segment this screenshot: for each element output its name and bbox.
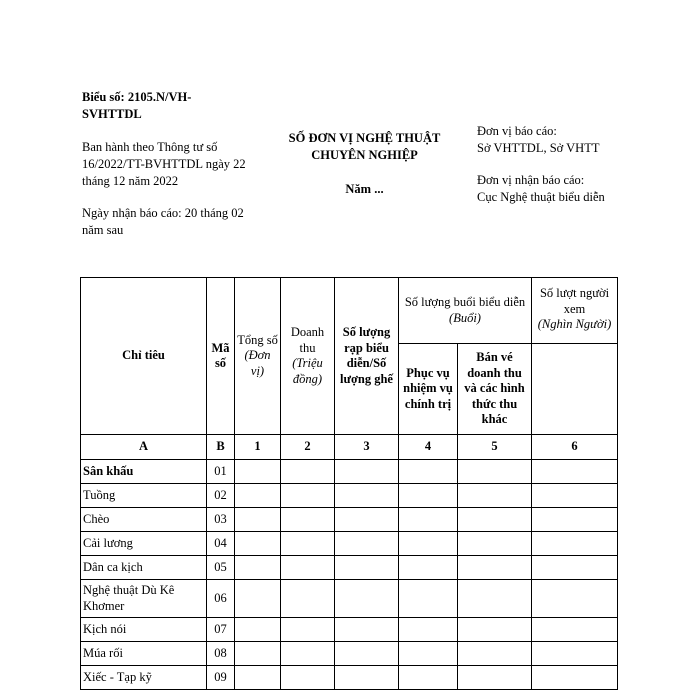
data-cell[interactable] [235, 666, 281, 690]
data-cell[interactable] [281, 642, 335, 666]
row-code: 05 [207, 556, 235, 580]
row-code: 02 [207, 484, 235, 508]
data-cell[interactable] [458, 642, 532, 666]
col-viewers-header [532, 278, 618, 344]
row-code: 04 [207, 532, 235, 556]
table-row [81, 666, 618, 690]
data-cell[interactable] [532, 460, 618, 484]
column-letters-row [81, 435, 618, 460]
col-total-label: Tổng số [237, 332, 278, 347]
data-cell[interactable] [532, 666, 618, 690]
row-label: Chèo [81, 508, 207, 532]
header-row-1 [81, 278, 618, 344]
data-cell[interactable] [458, 484, 532, 508]
reporting-unit-label: Đơn vị báo cáo: [477, 124, 557, 138]
data-cell[interactable] [281, 460, 335, 484]
data-cell[interactable] [399, 666, 458, 690]
data-cell[interactable] [458, 580, 532, 618]
col-viewers-unit: (Nghìn Người) [537, 317, 612, 331]
receive-date: Ngày nhận báo cáo: 20 tháng 02 năm sau [82, 206, 244, 237]
receiving-unit-label: Đơn vị nhận báo cáo: [477, 173, 585, 187]
data-cell[interactable] [458, 666, 532, 690]
data-cell[interactable] [335, 460, 399, 484]
data-cell[interactable] [235, 532, 281, 556]
data-cell[interactable] [281, 618, 335, 642]
row-code: 01 [207, 460, 235, 484]
data-cell[interactable] [458, 460, 532, 484]
data-cell[interactable] [335, 508, 399, 532]
issuing-circular: Ban hành theo Thông tư số 16/2022/TT-BVHTTDL ngày 22 tháng 12 năm 2022 [82, 140, 246, 188]
report-year: Năm ... [345, 182, 384, 196]
report-title-line2: CHUYÊN NGHIỆP [311, 148, 418, 162]
row-label: Dân ca kịch [81, 556, 207, 580]
letter-cell: 5 [458, 435, 532, 460]
data-cell[interactable] [399, 532, 458, 556]
report-title [272, 130, 457, 164]
report-table [80, 277, 618, 690]
reporting-unit-block [477, 123, 637, 157]
col-total-header [235, 278, 281, 435]
col-viewers-label: Số lượt người xem [539, 286, 610, 316]
col-performances-header [399, 278, 532, 344]
data-cell[interactable] [399, 556, 458, 580]
data-cell[interactable] [335, 580, 399, 618]
table-row [81, 508, 618, 532]
reporting-unit: Sở VHTTDL, Sở VHTT [477, 141, 600, 155]
col-viewers-subheader [532, 344, 618, 435]
col-theaters-header: Số lượng rạp biểu diễn/Số lượng ghế [335, 278, 399, 435]
col-revenue-header [281, 278, 335, 435]
row-code: 03 [207, 508, 235, 532]
data-cell[interactable] [235, 556, 281, 580]
receiving-unit-block [477, 172, 637, 206]
col-indicator-header: Chỉ tiêu [81, 278, 207, 435]
data-cell[interactable] [532, 580, 618, 618]
data-cell[interactable] [335, 642, 399, 666]
data-cell[interactable] [335, 532, 399, 556]
report-title-line1: SỐ ĐƠN VỊ NGHỆ THUẬT [288, 131, 441, 145]
data-cell[interactable] [532, 508, 618, 532]
row-label: Cải lương [81, 532, 207, 556]
data-cell[interactable] [235, 484, 281, 508]
form-code: Biểu số: 2105.N/VH-SVHTTDL [82, 90, 192, 121]
col-revenue-unit: (Triệu đồng) [292, 356, 323, 386]
row-label: Múa rối [81, 642, 207, 666]
data-cell[interactable] [399, 618, 458, 642]
table-row [81, 618, 618, 642]
table-row [81, 556, 618, 580]
col-ticket-sales-header: Bán vé doanh thu và các hình thức thu khác [458, 344, 532, 435]
table-row [81, 484, 618, 508]
data-cell[interactable] [532, 532, 618, 556]
col-code-header: Mã số [207, 278, 235, 435]
row-code: 09 [207, 666, 235, 690]
data-cell[interactable] [235, 580, 281, 618]
data-cell[interactable] [281, 532, 335, 556]
data-cell[interactable] [458, 556, 532, 580]
data-cell[interactable] [281, 580, 335, 618]
data-cell[interactable] [235, 618, 281, 642]
table-row [81, 532, 618, 556]
data-cell[interactable] [532, 642, 618, 666]
row-code: 08 [207, 642, 235, 666]
table-row [81, 642, 618, 666]
data-cell[interactable] [399, 580, 458, 618]
col-performances-label: Số lượng buổi biểu diễn [404, 295, 526, 309]
data-cell[interactable] [281, 508, 335, 532]
data-cell[interactable] [532, 556, 618, 580]
data-cell[interactable] [335, 618, 399, 642]
data-cell[interactable] [335, 556, 399, 580]
col-total-unit: (Đơn vị) [244, 348, 271, 378]
data-cell[interactable] [335, 484, 399, 508]
col-performances-unit: (Buổi) [449, 310, 481, 325]
row-code: 06 [207, 580, 235, 618]
data-cell[interactable] [458, 532, 532, 556]
row-label: Sân khấu [81, 460, 207, 484]
data-cell[interactable] [399, 508, 458, 532]
letter-cell: A [81, 435, 207, 460]
data-cell[interactable] [281, 666, 335, 690]
letter-cell: 2 [281, 435, 335, 460]
col-political-service-header: Phục vụ nhiệm vụ chính trị [399, 344, 458, 435]
row-label: Nghệ thuật Dù Kê Khơmer [81, 580, 207, 618]
letter-cell: 3 [335, 435, 399, 460]
row-label: Xiếc - Tạp kỹ [81, 666, 207, 690]
data-cell[interactable] [399, 460, 458, 484]
row-label: Tuồng [81, 484, 207, 508]
data-cell[interactable] [458, 618, 532, 642]
letter-cell: 4 [399, 435, 458, 460]
data-cell[interactable] [281, 556, 335, 580]
letter-cell: 6 [532, 435, 618, 460]
receiving-unit: Cục Nghệ thuật biểu diễn [477, 190, 605, 204]
data-cell[interactable] [335, 666, 399, 690]
col-revenue-label: Doanh thu [290, 325, 325, 355]
table-row [81, 580, 618, 618]
table-row [81, 460, 618, 484]
letter-cell: B [207, 435, 235, 460]
data-cell[interactable] [235, 508, 281, 532]
letter-cell: 1 [235, 435, 281, 460]
data-cell[interactable] [458, 508, 532, 532]
data-cell[interactable] [235, 460, 281, 484]
row-code: 07 [207, 618, 235, 642]
data-cell[interactable] [399, 484, 458, 508]
row-label: Kịch nói [81, 618, 207, 642]
data-cell[interactable] [399, 642, 458, 666]
data-cell[interactable] [532, 618, 618, 642]
data-cell[interactable] [235, 642, 281, 666]
data-cell[interactable] [281, 484, 335, 508]
data-cell[interactable] [532, 484, 618, 508]
